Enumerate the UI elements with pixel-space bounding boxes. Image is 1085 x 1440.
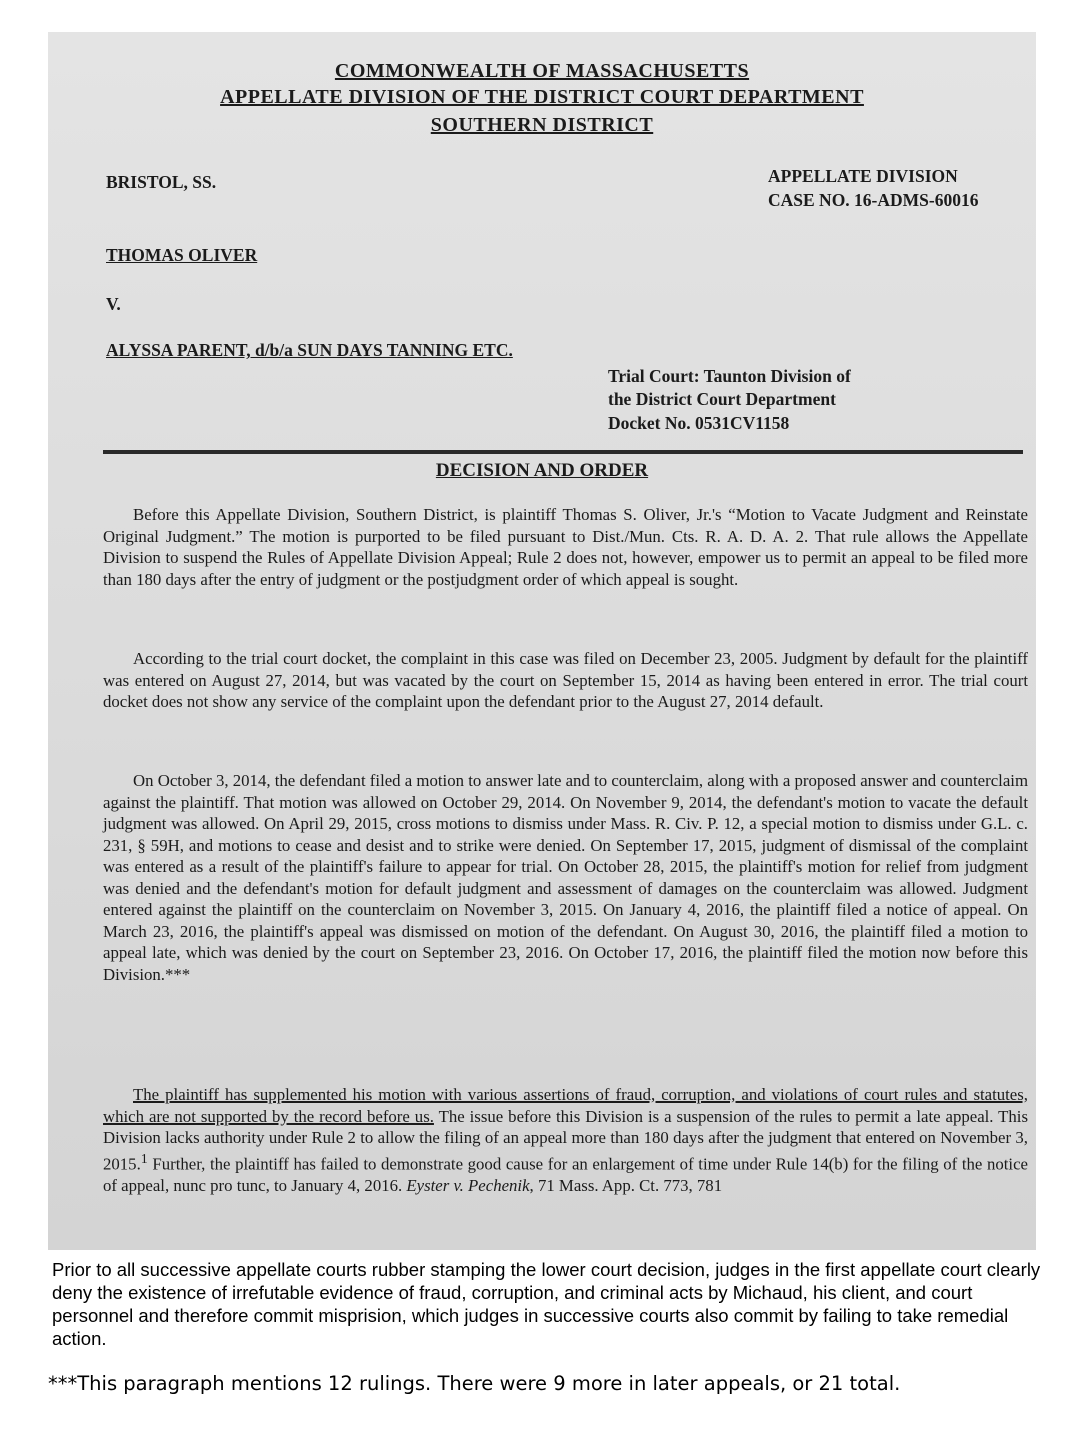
plaintiff-name: THOMAS OLIVER	[106, 245, 258, 265]
header-line-2: APPELLATE DIVISION OF THE DISTRICT COURT DEPARTMENT	[220, 86, 864, 108]
paragraph-4-body: The issue before this Division is a suspension of the rules to permit a late appeal. This Division lacks authority under Rule 2 to allow the filing of an appeal more than 180 days after the judgment that entered on November 3, 2015.	[103, 1106, 1028, 1174]
footnote-mark: 1	[140, 1151, 148, 1167]
trial-court-line-1: Trial Court: Taunton Division of	[608, 366, 851, 386]
paragraph-4	[103, 1084, 1028, 1196]
citation-case: Eyster v. Pechenik	[406, 1175, 530, 1195]
divider-rule	[103, 450, 1023, 454]
commentary-caption: Prior to all successive appellate courts rubber stamping the lower court decision, judges in the first appellate court clearly deny the existence of irrefutable evidence of fraud, corruption, and criminal acts by Michaud, his client, and court personnel and therefore commit misprision, which judges in successive courts also commit by failing to take remedial action.	[52, 1259, 1041, 1349]
footnote-commentary: ***This paragraph mentions 12 rulings. There were 9 more in later appeals, or 21 total.	[48, 1372, 901, 1395]
header-line-3: SOUTHERN DISTRICT	[430, 114, 654, 136]
case-number: CASE NO. 16-ADMS-60016	[768, 190, 979, 210]
versus: V.	[106, 294, 121, 314]
county: BRISTOL, SS.	[106, 172, 217, 192]
paragraph-4-tail: Further, the plaintiff has failed to demonstrate good cause for an enlargement of time under Rule 14(b) for the filing of the notice of appeal, nunc pro tunc, to January 4, 2016.	[103, 1154, 1028, 1195]
paragraph-3: On October 3, 2014, the defendant filed a motion to answer late and to counterclaim, along with a proposed answer and counterclaim against the plaintiff. That motion was allowed on October 29, 2014. On November 9, 2014, the defendant's motion to vacate the default judgment was allowed. On April 29, 2015, cross motions to dismiss under Mass. R. Civ. P. 12, a special motion to dismiss under G.L. c. 231, § 59H, and motions to cease and desist and to strike were denied. On September 17, 2015, judgment of dismissal of the complaint was entered as a result of the plaintiff's failure to appear for trial. On October 28, 2015, the plaintiff's motion for relief from judgment was denied and the defendant's motion for default judgment and assessment of damages on the counterclaim was allowed. Judgment entered against the plaintiff on the counterclaim on November 3, 2015. On January 4, 2016, the plaintiff filed a notice of appeal. On March 23, 2016, the plaintiff's appeal was dismissed on motion of the defendant. On August 30, 2016, the plaintiff filed a motion to appeal late, which was denied by the court on September 23, 2016. On October 17, 2016, the plaintiff filed the motion now before this Division.***	[103, 771, 1028, 984]
trial-court-line-2: the District Court Department	[608, 389, 836, 409]
citation-rest: , 71 Mass. App. Ct. 773, 781	[529, 1175, 723, 1195]
paragraph-2: According to the trial court docket, the complaint in this case was filed on December 23, 2005. Judgment by default for the plaintiff was entered on August 27, 2014, but was vacated by the court on September 15, 2014 as having been entered in error. The trial court docket does not show any service of the complaint upon the defendant prior to the August 27, 2014 default.	[103, 649, 1028, 711]
underlined-assertion: The plaintiff has supplemented his motion with various assertions of fraud, corruption, and violations of court rules and statutes, which are not supported by the record before us.	[103, 1085, 1028, 1126]
docket-number: Docket No. 0531CV1158	[608, 413, 790, 433]
division-label: APPELLATE DIVISION	[768, 166, 958, 186]
paragraph-1: Before this Appellate Division, Southern District, is plaintiff Thomas S. Oliver, Jr.'s “Motion to Vacate Judgment and Reinstate Original Judgment.” The motion is purported to be filed pursuant to Dist./Mun. Cts. R. A. D. A. 2. That rule allows the Appellate Division to suspend the Rules of Appellate Division Appeal; Rule 2 does not, however, empower us to permit an appeal to be filed more than 180 days after the entry of judgment or the postjudgment order of which appeal is sought.	[103, 505, 1028, 589]
defendant-name: ALYSSA PARENT, d/b/a SUN DAYS TANNING ETC.	[106, 340, 513, 360]
header-line-1: COMMONWEALTH OF MASSACHUSETTS	[334, 60, 750, 82]
scanned-document	[48, 32, 1036, 1250]
document-title: DECISION AND ORDER	[435, 460, 649, 481]
